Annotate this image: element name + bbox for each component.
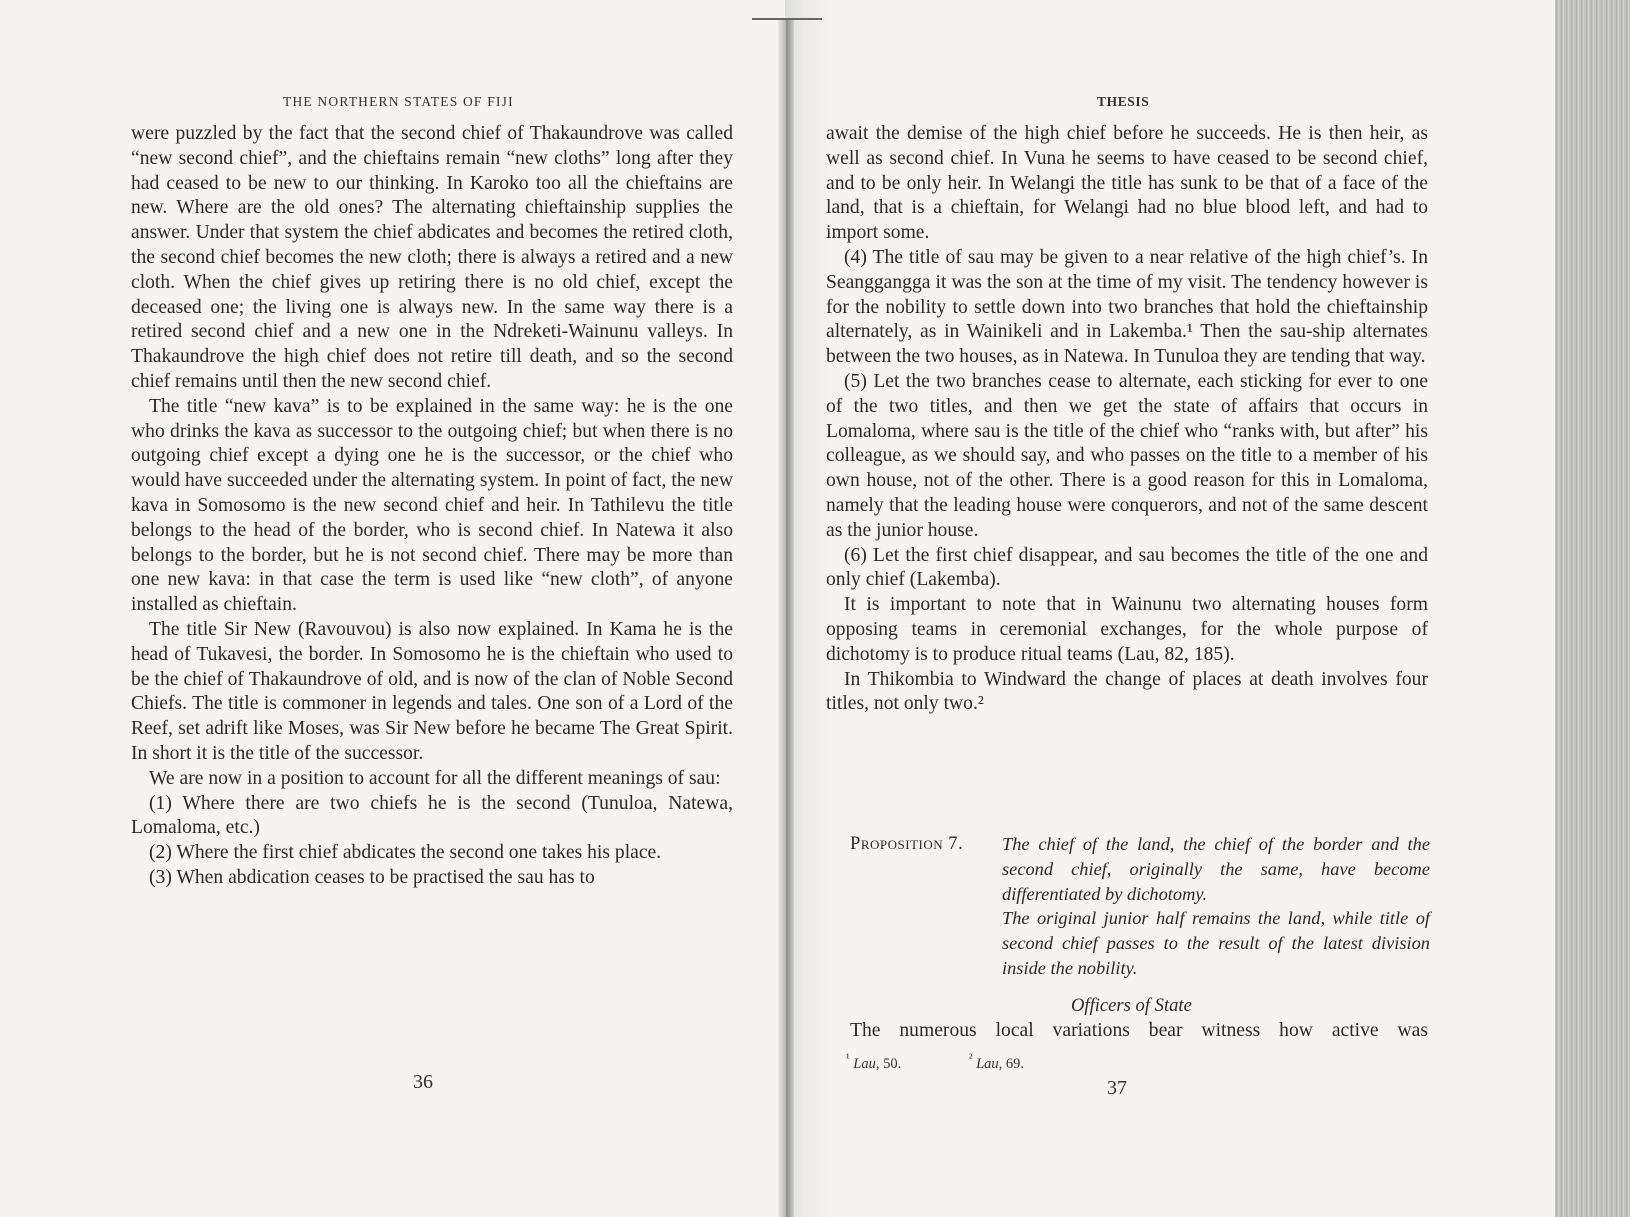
left-paragraph-1: were puzzled by the fact that the second chief of Thakaundrove was called “new second chief”, and the chieftains remain “new cloths” long after they had ceased to be new to our thinking. In Karoko too all the chieftains are new. Where are the old ones? The alternating chieftainship supplies the answer. Under that system the chief abdicates and becomes the retired cloth, the second chief becomes the new cloth; there is always a retired and a new cloth. When the chief gives up retiring there is no old chief, except the deceased one; the living one is always new. In the same way there is a retired second chief and a new one in the Ndreketi-Wainunu valleys. In Thakaundrove the high chief does not retire till death, and so the second chief remains until then the new second chief. xyxy=(131,123,733,392)
footnote-2 xyxy=(968,1051,1025,1072)
right-page-number: 37 xyxy=(1107,1077,1127,1099)
footnote-2-page: , 69. xyxy=(998,1055,1025,1072)
page-edges xyxy=(1555,0,1630,1217)
gutter-top-mark xyxy=(752,18,822,20)
left-paragraph-7: (3) When abdication ceases to be practised the sau has to xyxy=(149,866,595,888)
left-paragraph-5: (1) Where there are two chiefs he is the second (Tunuloa, Natewa, Lomaloma, etc.) xyxy=(131,792,733,839)
right-paragraph-5: It is important to note that in Wainunu two alternating houses form opposing teams in ceremonial exchanges, for the whole purpose of dichotomy is to produce ritual teams (Lau, 82, 185). xyxy=(826,594,1428,665)
proposition-line-2: The original junior half remains the land, while title of second chief passes to the result of the latest division inside the nobility. xyxy=(1002,908,1430,978)
footnotes xyxy=(846,1051,1088,1073)
footnote-1-page: , 50. xyxy=(875,1055,902,1072)
right-paragraph-6: In Thikombia to Windward the change of places at death involves four titles, not only two.² xyxy=(826,668,1428,715)
left-paragraph-4: We are now in a position to account for all the different meanings of sau: xyxy=(149,767,721,789)
right-running-head: THESIS xyxy=(1097,94,1150,109)
right-paragraph-4: (6) Let the first chief disappear, and sau becomes the title of the one and only chief (Lakemba). xyxy=(826,544,1428,591)
left-paragraph-2: The title “new kava” is to be explained in the same way: he is the one who drinks the kava as successor to the outgoing chief; but when there is no outgoing chief except a dying one he is the successor, or the chief who would have succeeded under the alternating system. In point of fact, the new kava in Somosomo is the new second chief and heir. In Tathilevu the title belongs to the head of the border, who is second chief. In Natewa it also belongs to the border, but he is not second chief. There may be more than one new kava: in that case the term is used like “new cloth”, of anyone installed as chieftain. xyxy=(131,395,733,616)
proposition-label: Proposition 7. xyxy=(850,833,964,854)
left-paragraph-6: (2) Where the first chief abdicates the second one takes his place. xyxy=(149,842,662,864)
proposition-text xyxy=(1002,832,1430,981)
proposition-line-1: The chief of the land, the chief of the border and the second chief, originally the same, have become differentiated by dichotomy. xyxy=(1002,834,1430,904)
right-paragraph-1: await the demise of the high chief before he succeeds. He is then heir, as well as second chief. In Vuna he seems to have ceased to be second chief, and to be only heir. In Welangi the title has sunk to be that of a face of the land, that is a chieftain, for Welangi had no blue blood left, and had to import some. xyxy=(826,123,1428,244)
footnote-2-mark: ² xyxy=(968,1051,973,1065)
right-last-line: The numerous local variations bear witness how active was xyxy=(850,1020,1428,1041)
section-heading: Officers of State xyxy=(1071,995,1192,1016)
footnote-1-ref: Lau xyxy=(853,1055,876,1072)
left-running-head: THE NORTHERN STATES OF FIJI xyxy=(283,94,514,109)
left-page-number: 36 xyxy=(413,1071,433,1093)
footnote-1-mark: ¹ xyxy=(846,1051,850,1065)
left-text-column xyxy=(131,122,733,891)
left-paragraph-3: The title Sir New (Ravouvou) is also now explained. In Kama he is the head of Tukavesi, the border. In Somosomo he is the chieftain who used to be the chief of Thakaundrove of old, and is now of the clan of Noble Second Chiefs. The title is commoner in legends and tales. One son of a Lord of the Reef, set adrift like Moses, was Sir New before he became The Great Spirit. In short it is the title of the successor. xyxy=(131,618,733,764)
right-text-column xyxy=(826,122,1428,717)
right-paragraph-3: (5) Let the two branches cease to alternate, each sticking for ever to one of the two titles, and then we get the state of affairs that occurs in Lomaloma, where sau is the title of the chief who “ranks with, but after” his colleague, as we should say, and who passes on the title to a member of his own house, not of the other. There is a good reason for this in Lomaloma, namely that the leading house were conquerors, and not of the same descent as the junior house. xyxy=(826,370,1428,541)
right-paragraph-2: (4) The title of sau may be given to a near relative of the high chief’s. In Seanggangga it was the son at the time of my visit. The tendency however is for the nobility to settle down into two branches that hold the chieftainship alternately, as in Wainikeli and in Lakemba.¹ Then the sau-ship alternates between the two houses, as in Natewa. In Tunuloa they are tending that way. xyxy=(826,246,1428,368)
footnote-2-ref: Lau xyxy=(976,1055,999,1072)
footnote-1 xyxy=(846,1051,902,1072)
book-gutter xyxy=(778,18,794,1217)
